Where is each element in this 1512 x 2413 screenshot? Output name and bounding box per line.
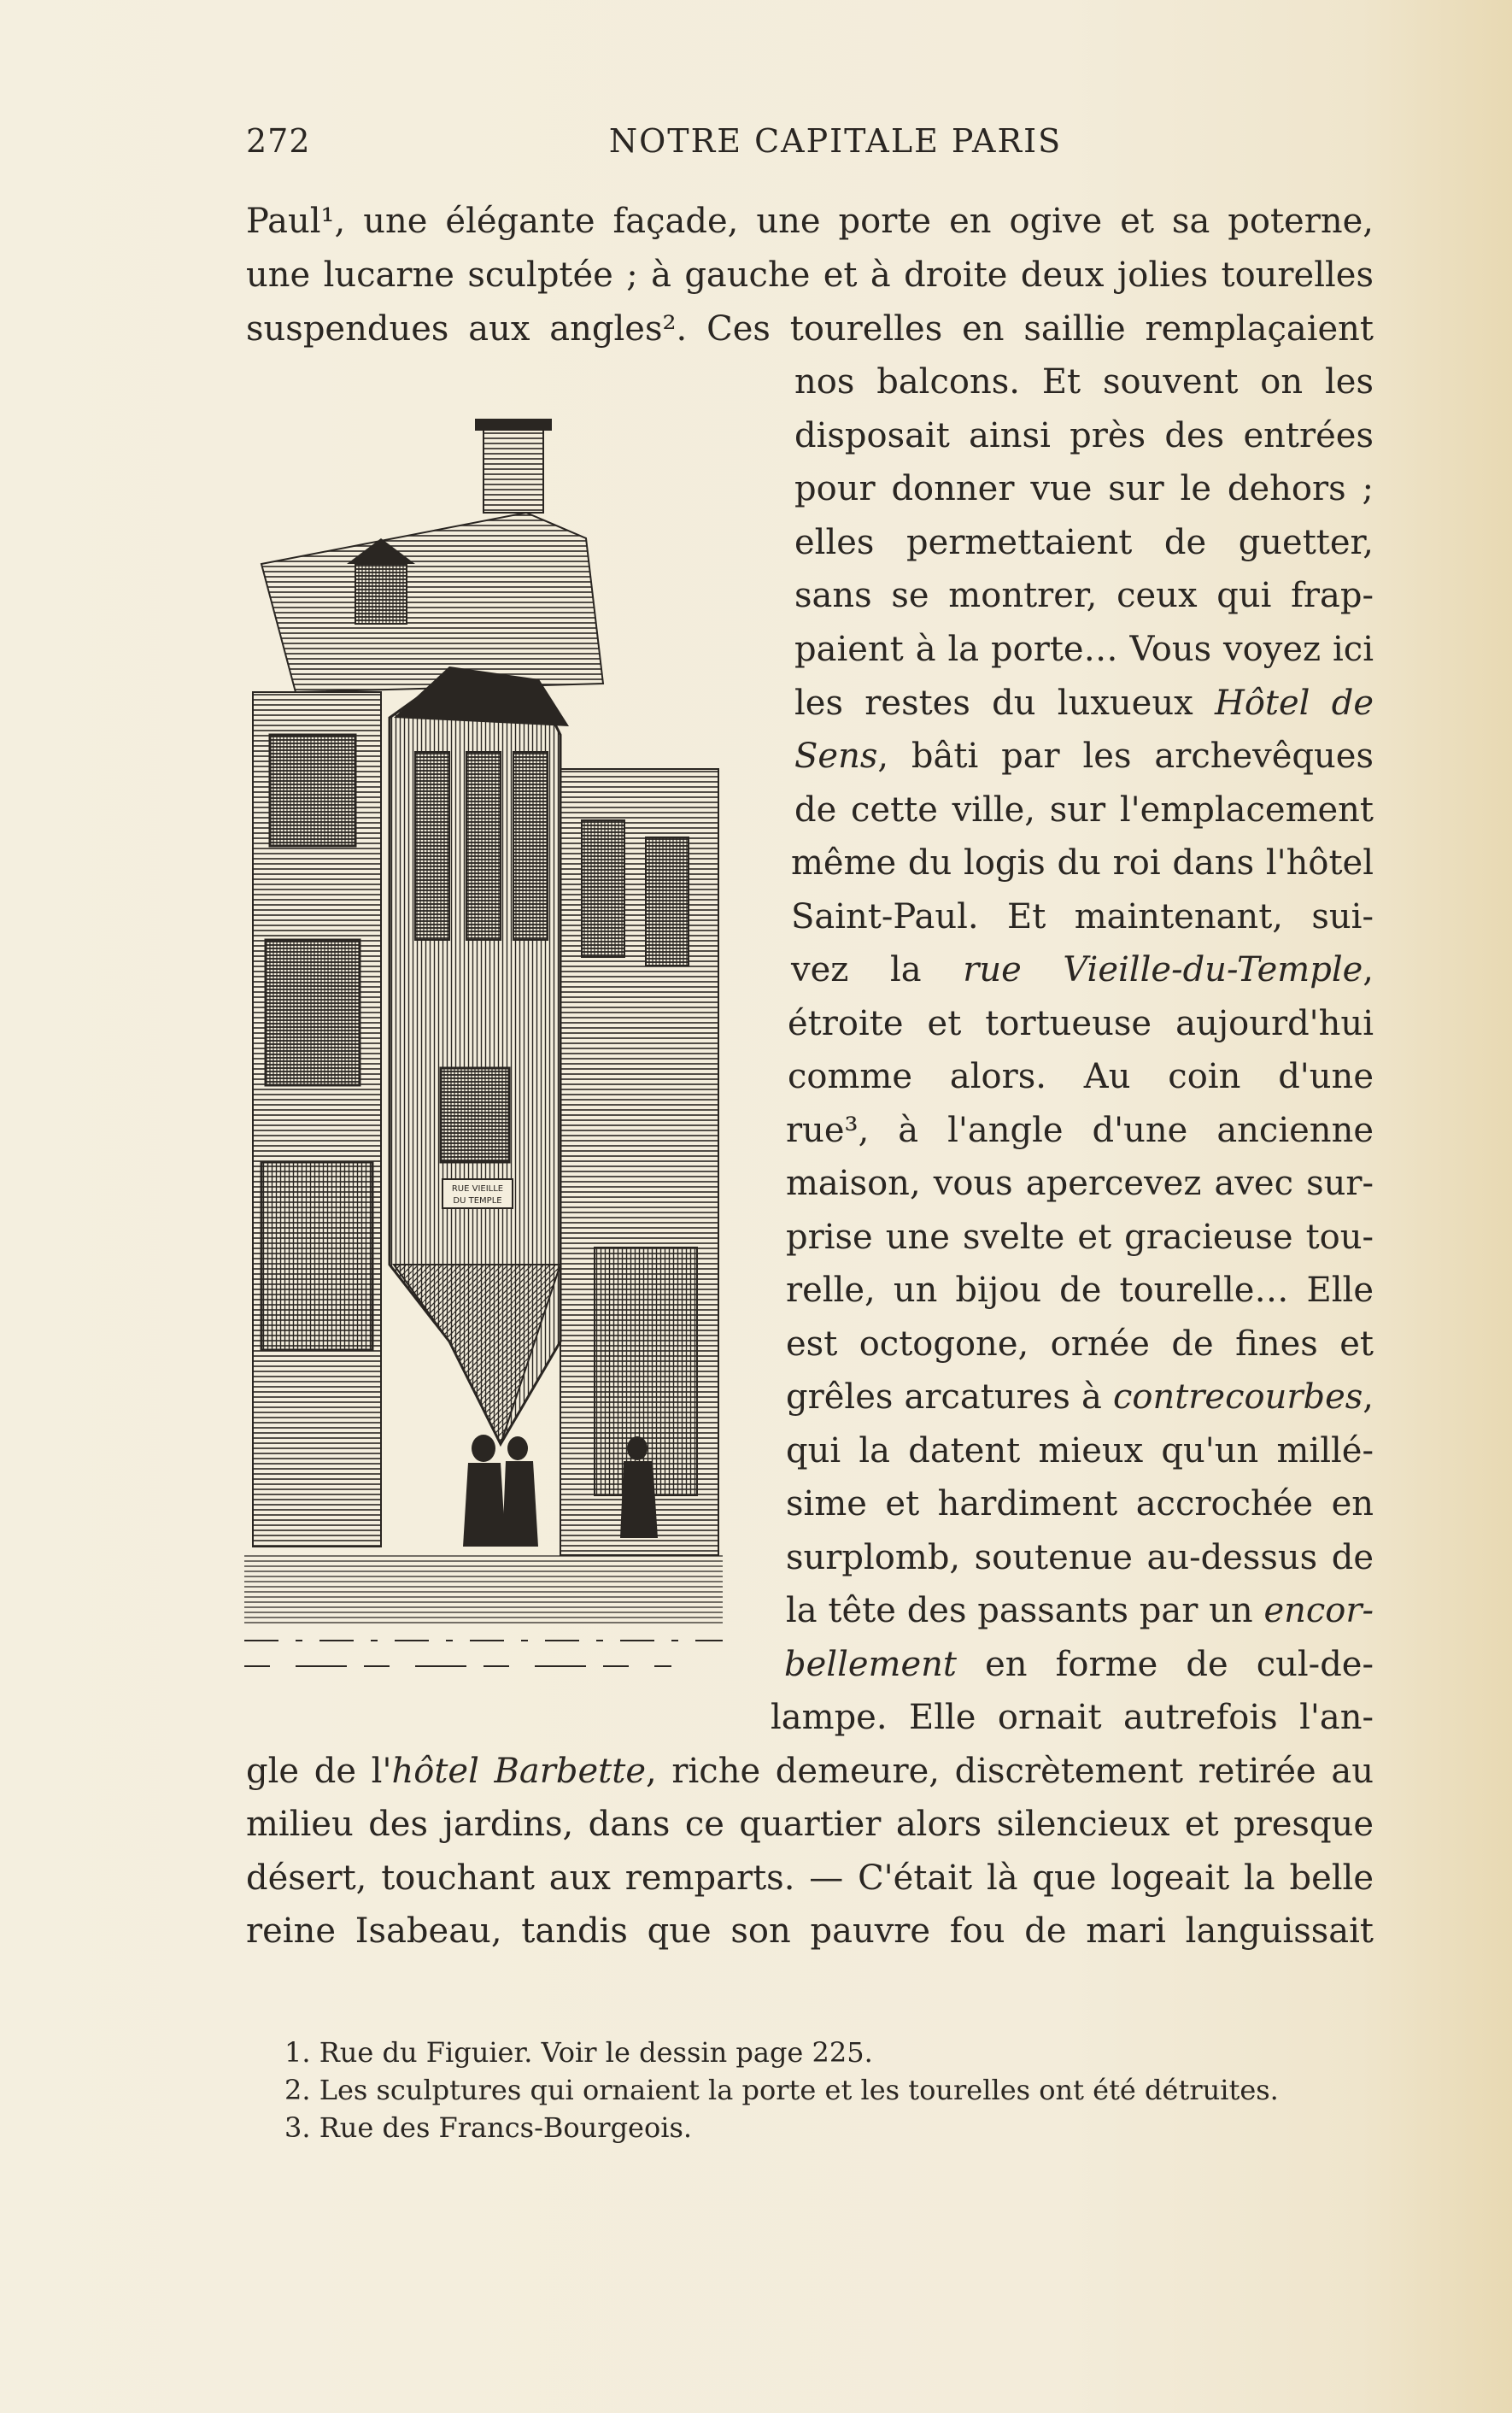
body-line: suspendues aux angles². Ces tourelles en saillie remplaçaient xyxy=(246,309,1374,349)
text-run: , riche demeure, discrètement retirée au xyxy=(646,1752,1374,1791)
body-line: milieu des jardins, dans ce quartier alors silencieux et presque xyxy=(246,1805,1374,1844)
body-line xyxy=(784,1638,1374,1691)
chimney-drawing xyxy=(475,419,552,513)
body-line: étroite et tortueuse aujourd'hui xyxy=(788,1004,1374,1043)
page-header xyxy=(246,122,1374,173)
street-ground xyxy=(244,1555,723,1666)
footnote: 3. Rue des Francs-Bourgeois. xyxy=(284,2111,693,2144)
italic-run: encor- xyxy=(1263,1591,1374,1630)
body-line: paient à la porte… Vous voyez ici xyxy=(794,630,1374,669)
body-line: reine Isabeau, tandis que son pauvre fou de mari languissait xyxy=(246,1911,1374,1951)
body-line xyxy=(246,1745,1374,1798)
text-run: , xyxy=(1363,1377,1374,1417)
body-line: maison, vous apercevez avec sur- xyxy=(786,1164,1374,1203)
italic-run: Hôtel de xyxy=(1214,684,1374,723)
body-line: prise une svelte et gracieuse tou- xyxy=(786,1218,1374,1257)
body-line: surplomb, soutenue au-dessus de xyxy=(786,1538,1374,1577)
sign-text: RUE VIEILLE xyxy=(451,1184,504,1194)
body-line xyxy=(786,1584,1374,1637)
italic-run: bellement xyxy=(784,1645,957,1684)
body-line: rue³, à l'angle d'une ancienne xyxy=(786,1111,1374,1150)
street-sign xyxy=(442,1179,513,1208)
body-line: nos balcons. Et souvent on les xyxy=(794,362,1374,402)
text-run: grêles arcatures à xyxy=(786,1377,1113,1417)
body-line: pour donner vue sur le dehors ; xyxy=(794,469,1374,508)
body-line: disposait ainsi près des entrées xyxy=(794,416,1374,455)
text-run: , bâti par les archevêques xyxy=(877,737,1374,776)
body-line: une lucarne sculptée ; à gauche et à droite deux jolies tourelles xyxy=(246,255,1374,295)
body-line xyxy=(794,730,1374,783)
body-line: lampe. Elle ornait autrefois l'an- xyxy=(771,1698,1374,1737)
sign-text: DU TEMPLE xyxy=(453,1196,502,1206)
body-line: est octogone, ornée de fines et xyxy=(786,1324,1374,1364)
body-line: relle, un bijou de tourelle… Elle xyxy=(786,1271,1374,1310)
footnote: 1. Rue du Figuier. Voir le dessin page 225. xyxy=(284,2036,873,2069)
body-line: qui la datent mieux qu'un millé- xyxy=(786,1431,1374,1471)
body-line: sans se montrer, ceux qui frap- xyxy=(794,576,1374,615)
footnote: 2. Les sculptures qui ornaient la porte et les tourelles ont été détruites. xyxy=(284,2074,1279,2106)
body-line: même du logis du roi dans l'hôtel xyxy=(791,843,1374,883)
body-line: elles permettaient de guetter, xyxy=(794,523,1374,562)
text-run: gle de l' xyxy=(246,1752,392,1791)
tourelle-engraving xyxy=(244,410,723,1683)
body-line: sime et hardiment accrochée en xyxy=(786,1484,1374,1524)
running-head: NOTRE CAPITALE PARIS xyxy=(608,122,1063,160)
italic-run: Sens xyxy=(794,737,878,776)
body-line: Saint-Paul. Et maintenant, sui- xyxy=(791,897,1374,936)
body-line: désert, touchant aux remparts. — C'était là que logeait la belle xyxy=(246,1858,1374,1898)
italic-run: hôtel Barbette xyxy=(391,1752,646,1791)
italic-run: rue Vieille-du-Temple xyxy=(963,950,1363,989)
text-run: la tête des passants par un xyxy=(786,1591,1264,1630)
body-line xyxy=(786,1371,1374,1424)
page-number: 272 xyxy=(246,122,311,160)
body-line: de cette ville, sur l'emplacement xyxy=(794,790,1374,830)
italic-run: contrecourbes xyxy=(1112,1377,1363,1417)
text-run: , xyxy=(1363,950,1374,989)
text-run: vez la xyxy=(791,950,964,989)
body-line: Paul¹, une élégante façade, une porte en ogive et sa poterne, xyxy=(246,202,1374,241)
body-line xyxy=(791,943,1374,996)
text-run: les restes du luxueux xyxy=(794,684,1215,723)
footnotes xyxy=(284,2034,1378,2146)
body-line: comme alors. Au coin d'une xyxy=(788,1057,1374,1096)
text-run: en forme de cul-de- xyxy=(956,1645,1374,1684)
body-line xyxy=(794,677,1374,730)
